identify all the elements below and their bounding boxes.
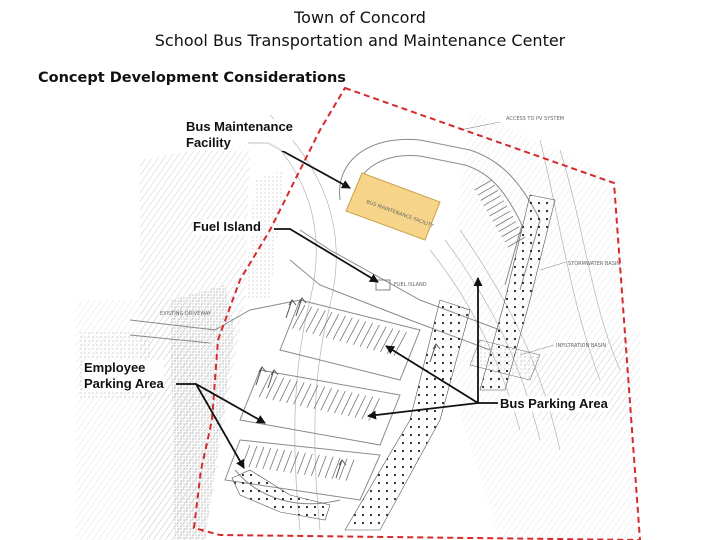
- callout-bus-maintenance-line2: Facility: [186, 135, 231, 150]
- callout-employee-line2: Parking Area: [84, 376, 164, 391]
- infiltration-plan-label: INFILTRATION BASIN: [556, 343, 607, 349]
- callout-bus-parking: Bus Parking Area: [500, 396, 608, 411]
- callout-fuel-island: Fuel Island: [193, 219, 261, 234]
- arrow-fuel-island: [274, 229, 378, 282]
- callout-employee-line1: Employee: [84, 360, 146, 375]
- callout-bus-maintenance-line1: Bus Maintenance: [186, 119, 293, 134]
- terrain-background: [76, 110, 640, 540]
- existing-driveway-label: EXISTING DRIVEWAY: [160, 311, 212, 317]
- callout-bus-maintenance: [186, 119, 293, 151]
- title-town: Town of Concord: [294, 8, 426, 27]
- access-plan-label: ACCESS TO PV SYSTEM: [506, 116, 564, 122]
- fuel-island-structure: [376, 280, 427, 290]
- title-project: School Bus Transportation and Maintenance Center: [154, 31, 566, 50]
- stormwater-plan-label: STORMWATER BASIN: [568, 261, 621, 267]
- building-plan-label: BUS MAINTENANCE FACILITY: [365, 199, 435, 230]
- bus-maintenance-building: [346, 173, 440, 240]
- section-heading: Concept Development Considerations: [38, 70, 346, 86]
- fuel-plan-label: FUEL ISLAND: [394, 282, 427, 288]
- callout-employee-parking: [84, 360, 164, 392]
